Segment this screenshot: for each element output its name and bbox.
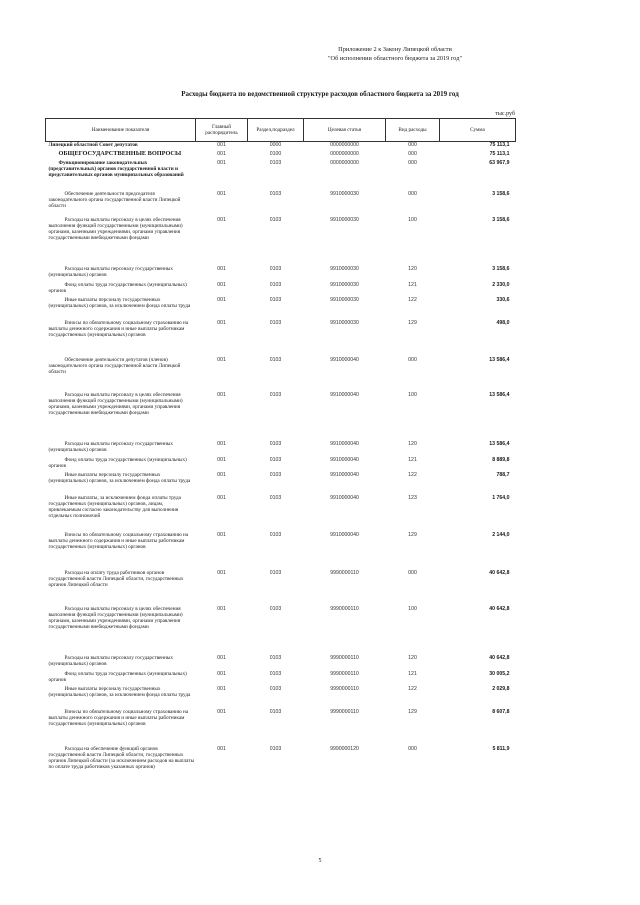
cell-cs: 9910000040: [330, 531, 359, 538]
cell-cs: 9910000040: [330, 440, 359, 447]
cell-sum: 788,7: [496, 471, 510, 478]
cell-cs: 9910000040: [330, 471, 359, 478]
cell-gr: 001: [217, 159, 226, 166]
cell-name: Расходы на выплаты персоналу государственных (муниципальных) органов: [48, 440, 173, 453]
cell-vr: 000: [408, 142, 417, 148]
cell-cs: 0000000000: [330, 142, 359, 148]
cell-rz: 0103: [269, 190, 282, 197]
cell-vr: 129: [408, 319, 417, 326]
cell-vr: 123: [408, 494, 417, 501]
cell-gr: 001: [217, 654, 226, 661]
table-row: [46, 606, 516, 655]
cell-sum: 2 144,0: [492, 531, 510, 538]
cell-vr: 121: [408, 456, 417, 463]
cell-name: Обеспечение деятельности депутатов (членов) законодательного органа государственной власти Липецкой области: [48, 356, 181, 376]
cell-cs: 9990000110: [330, 605, 359, 612]
cell-cs: 9910000030: [330, 216, 359, 223]
cell-cs: 9910000040: [330, 494, 359, 501]
cell-rz: 0103: [269, 296, 282, 303]
cell-cs: 0000000000: [330, 159, 359, 166]
cell-rz: 0103: [269, 605, 282, 612]
cell-rz: 0103: [269, 391, 282, 398]
cell-rz: 0103: [269, 356, 282, 363]
cell-gr: 001: [217, 150, 226, 157]
cell-gr: 001: [217, 319, 226, 326]
cell-vr: 000: [408, 745, 417, 752]
table-row: [46, 297, 516, 320]
cell-rz: 0103: [269, 319, 282, 326]
cell-vr: 122: [408, 296, 417, 303]
cell-gr: 001: [217, 471, 226, 478]
table-row: [46, 570, 516, 606]
cell-vr: 100: [408, 605, 417, 612]
cell-cs: 9990000110: [330, 708, 359, 715]
cell-name: Взносы по обязательному социальному страхованию на выплаты денежного содержания и иные выплаты работникам государственных (муниципальных) органов: [48, 531, 189, 551]
cell-sum: 75 113,1: [489, 142, 510, 148]
cell-name: Иные выплаты персоналу государственных (муниципальных) органов, за исключением фонда оплаты труда: [48, 296, 191, 309]
cell-sum: 498,0: [496, 319, 510, 326]
appendix-line-1: Приложение 2 к Закону Липецкой области: [338, 46, 452, 53]
cell-rz: 0103: [269, 569, 282, 576]
column-header-sum: Сумма: [440, 119, 516, 142]
cell-cs: 9910000030: [330, 296, 359, 303]
cell-cs: 9910000030: [330, 319, 359, 326]
cell-vr: 000: [408, 356, 417, 363]
cell-vr: 122: [408, 471, 417, 478]
cell-name: Взносы по обязательному социальному страхованию на выплаты денежного содержания и иные выплаты работникам государственных (муниципальных) органов: [48, 708, 189, 728]
cell-gr: 001: [217, 531, 226, 538]
cell-sum: 40 642,8: [489, 605, 510, 612]
cell-sum: 3 158,6: [492, 216, 510, 223]
cell-sum: 2 330,0: [492, 281, 510, 288]
cell-sum: 30 005,2: [489, 670, 510, 677]
cell-cs: 9990000110: [330, 685, 359, 692]
cell-rz: 0103: [269, 494, 282, 501]
document-title: Расходы бюджета по ведомственной структуре расходов областного бюджета за 2019 год: [181, 90, 459, 98]
cell-sum: 8 889,8: [492, 456, 510, 463]
cell-sum: 40 642,8: [489, 569, 510, 576]
cell-name: Расходы на выплаты персоналу в целях обеспечения выполнения функций государственными (муниципальными) органами, казенными учреждениями, органами управления государственными внебюджетными фондами: [48, 391, 183, 417]
cell-vr: 000: [408, 150, 417, 157]
cell-rz: 0103: [269, 471, 282, 478]
cell-name: Иные выплаты персоналу государственных (муниципальных) органов, за исключением фонда оплаты труда: [48, 471, 191, 484]
cell-rz: 0100: [269, 150, 282, 157]
cell-sum: 330,6: [496, 296, 510, 303]
cell-cs: 9910000040: [330, 391, 359, 398]
table-row: [46, 217, 516, 266]
cell-gr: 001: [217, 356, 226, 363]
table-row: [46, 457, 516, 472]
cell-sum: 1 764,0: [492, 494, 510, 501]
cell-vr: 120: [408, 265, 417, 272]
cell-sum: 13 586,4: [489, 440, 510, 447]
cell-cs: 9910000030: [330, 265, 359, 272]
cell-gr: 001: [217, 605, 226, 612]
cell-gr: 001: [217, 142, 226, 148]
cell-name: Иные выплаты персоналу государственных (муниципальных) органов, за исключением фонда оплаты труда: [48, 685, 191, 698]
cell-name: Взносы по обязательному социальному страхованию на выплаты денежного содержания и иные выплаты работникам государственных (муниципальных) органов: [48, 319, 189, 339]
cell-name: Фонд оплаты труда государственных (муниципальных) органов: [48, 456, 187, 469]
table-row: [46, 151, 516, 160]
cell-name: Обеспечение деятельности председателя законодательного органа государственной власти Липецкой области: [48, 190, 181, 210]
cell-vr: 000: [408, 190, 417, 197]
cell-rz: 0103: [269, 159, 282, 166]
cell-gr: 001: [217, 494, 226, 501]
table-row: [46, 441, 516, 457]
cell-sum: 40 642,8: [489, 654, 510, 661]
cell-vr: 121: [408, 281, 417, 288]
cell-name: Расходы на выплаты персоналу в целях обеспечения выполнения функций государственными (муниципальными) органами, казенными учреждениями, органами управления государственными внебюджетными фондами: [48, 605, 183, 631]
cell-gr: 001: [217, 456, 226, 463]
cell-gr: 001: [217, 391, 226, 398]
cell-rz: 0103: [269, 265, 282, 272]
table-row: [46, 709, 516, 746]
cell-sum: 63 967,9: [489, 159, 510, 166]
cell-gr: 001: [217, 190, 226, 197]
table-row: [46, 472, 516, 495]
cell-rz: 0103: [269, 456, 282, 463]
table-row: [46, 282, 516, 297]
cell-cs: 9910000040: [330, 356, 359, 363]
table-row: [46, 160, 516, 191]
cell-rz: 0103: [269, 440, 282, 447]
cell-name: Функционирование законодательных (представительных) органов государственной власти и представительных органов муниципальных образований: [48, 159, 184, 179]
cell-gr: 001: [217, 281, 226, 288]
cell-rz: 0000: [269, 142, 282, 148]
table-row: [46, 357, 516, 392]
cell-name: Фонд оплаты труда государственных (муниципальных) органов: [48, 670, 187, 683]
column-header-name: Наименование показателя: [46, 119, 196, 142]
table-row: [46, 495, 516, 532]
cell-name: Расходы на обеспечение функций органов государственной власти Липецкой области, государственных органов Липецкой области (за исключением расходов на выплаты по оплате труда работников указанных органов): [48, 745, 195, 771]
cell-gr: 001: [217, 216, 226, 223]
cell-sum: 5 811,9: [492, 745, 510, 752]
cell-gr: 001: [217, 569, 226, 576]
cell-rz: 0103: [269, 281, 282, 288]
table-row: [46, 532, 516, 570]
cell-sum: 3 158,6: [492, 190, 510, 197]
cell-vr: 121: [408, 670, 417, 677]
cell-rz: 0103: [269, 531, 282, 538]
table-row: [46, 266, 516, 282]
cell-cs: 9910000040: [330, 456, 359, 463]
table-row: [46, 686, 516, 709]
cell-vr: 120: [408, 440, 417, 447]
cell-vr: 129: [408, 531, 417, 538]
budget-table: [45, 118, 516, 786]
cell-cs: 9990000110: [330, 569, 359, 576]
cell-name: Иные выплаты, за исключением фонда оплаты труда государственных (муниципальных) органов, лицам, привлекаемым согласно законодательству для выполнения отдельных полномочий: [48, 494, 181, 520]
table-row: [46, 655, 516, 671]
table-row: [46, 746, 516, 786]
cell-vr: 122: [408, 685, 417, 692]
cell-name: Расходы на выплаты персоналу в целях обеспечения выполнения функций государственными (муниципальными) органами, казенными учреждениями, органами управления государственными внебюджетными фондами: [48, 216, 183, 242]
cell-rz: 0103: [269, 708, 282, 715]
cell-cs: 9910000030: [330, 281, 359, 288]
cell-vr: 129: [408, 708, 417, 715]
column-header-manager: Главный распорядитель: [196, 119, 248, 142]
cell-name: Липецкий областной Совет депутатов: [48, 142, 138, 148]
cell-cs: 9990000110: [330, 654, 359, 661]
cell-gr: 001: [217, 296, 226, 303]
cell-sum: 8 607,8: [492, 708, 510, 715]
cell-rz: 0103: [269, 654, 282, 661]
table-body: [46, 142, 516, 786]
table-row: [46, 320, 516, 357]
cell-name: ОБЩЕГОСУДАРСТВЕННЫЕ ВОПРОСЫ: [58, 149, 182, 157]
appendix-line-2: "Об исполнении областного бюджета за 2019 год": [327, 54, 463, 62]
cell-rz: 0103: [269, 745, 282, 752]
cell-rz: 0103: [269, 685, 282, 692]
cell-sum: 2 029,8: [492, 685, 510, 692]
cell-vr: 100: [408, 216, 417, 223]
appendix-note: [290, 46, 500, 63]
units-label: тыс.руб: [495, 111, 515, 117]
cell-name: Расходы на выплаты персоналу государственных (муниципальных) органов: [48, 654, 173, 667]
page-number: 5: [318, 858, 322, 864]
cell-vr: 000: [408, 569, 417, 576]
cell-gr: 001: [217, 440, 226, 447]
column-header-section: Раздел,подраздел: [248, 119, 304, 142]
cell-gr: 001: [217, 265, 226, 272]
cell-cs: 9910000030: [330, 190, 359, 197]
table-row: [46, 392, 516, 441]
cell-sum: 13 586,4: [489, 391, 510, 398]
cell-cs: 9990000120: [330, 745, 359, 752]
cell-name: Расходы на оплату труда работников органов государственной власти Липецкой области, государственных органов Липецкой области: [48, 569, 184, 589]
cell-rz: 0103: [269, 216, 282, 223]
cell-gr: 001: [217, 685, 226, 692]
cell-gr: 001: [217, 670, 226, 677]
cell-sum: 3 158,6: [492, 265, 510, 272]
cell-vr: 120: [408, 654, 417, 661]
cell-sum: 13 586,4: [489, 356, 510, 363]
table-row: [46, 191, 516, 217]
cell-name: Фонд оплаты труда государственных (муниципальных) органов: [48, 281, 187, 294]
cell-gr: 001: [217, 745, 226, 752]
cell-name: Расходы на выплаты персоналу государственных (муниципальных) органов: [48, 265, 173, 278]
table-header-row: [46, 119, 516, 142]
cell-cs: 9990000110: [330, 670, 359, 677]
cell-sum: 75 113,1: [489, 150, 510, 157]
column-header-target-item: Целевая статья: [304, 119, 386, 142]
cell-vr: 000: [408, 159, 417, 166]
table-row: [46, 671, 516, 686]
cell-rz: 0103: [269, 670, 282, 677]
cell-vr: 100: [408, 391, 417, 398]
column-header-expense-type: Вид расходы: [386, 119, 440, 142]
cell-gr: 001: [217, 708, 226, 715]
cell-cs: 0000000000: [330, 150, 359, 157]
